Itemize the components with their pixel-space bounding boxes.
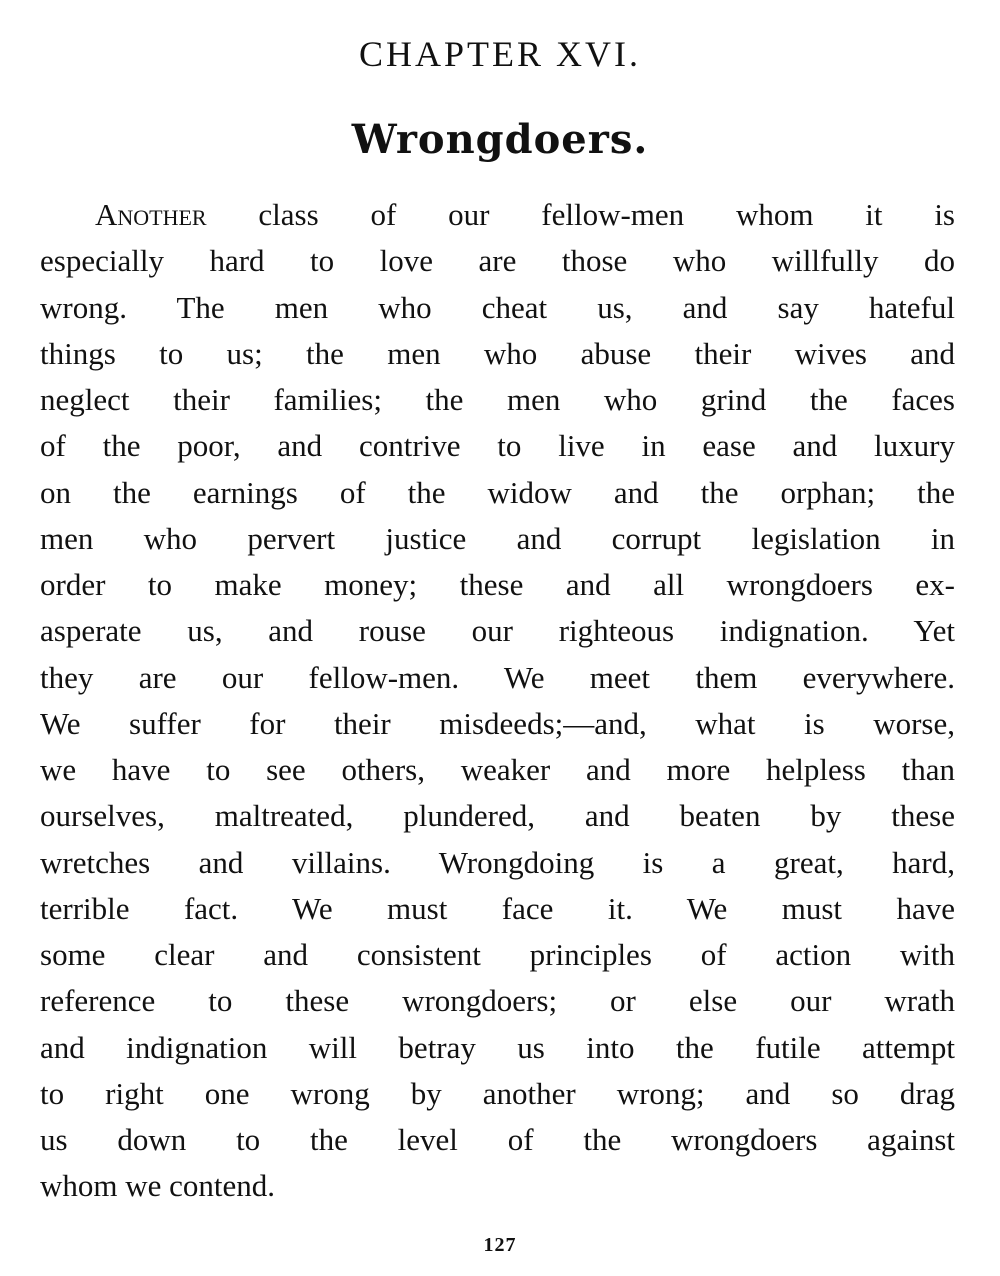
paragraph-line: they are our fellow-men. We meet them everywhere.: [40, 659, 955, 695]
paragraph-line: especially hard to love are those who willfully do: [40, 243, 955, 279]
page-number: 127: [483, 1234, 517, 1256]
paragraph-line: wrong. The men who cheat us, and say hateful: [40, 289, 955, 325]
paragraph-line: some clear and consistent principles of action with: [40, 937, 955, 972]
first-line-text: class of our fellow-men whom it is: [206, 197, 955, 232]
paragraph-line-last: whom we contend.: [40, 1168, 276, 1204]
paragraph-line: terrible fact. We must face it. We must have: [40, 890, 955, 926]
paragraph-line: men who pervert justice and corrupt legislation in: [40, 520, 955, 556]
paragraph-line: wretches and villains. Wrongdoing is a great, hard,: [40, 844, 955, 880]
paragraph-line: We suffer for their misdeeds;—and, what is worse,: [40, 705, 955, 741]
paragraph-line: order to make money; these and all wrongdoers ex-: [40, 567, 955, 602]
paragraph-line: things to us; the men who abuse their wives and: [40, 335, 955, 371]
paragraph-line: ourselves, maltreated, plundered, and beaten by these: [40, 798, 955, 834]
paragraph-line: to right one wrong by another wrong; and so drag: [40, 1075, 955, 1111]
paragraph-line: us down to the level of the wrongdoers against: [40, 1122, 955, 1157]
paragraph-line: reference to these wrongdoers; or else our wrath: [40, 983, 955, 1019]
paragraph-line: we have to see others, weaker and more helpless than: [40, 752, 955, 787]
chapter-title: Wrongdoers.: [351, 116, 649, 163]
drop-word: Another: [95, 197, 207, 232]
paragraph-line: asperate us, and rouse our righteous indignation. Yet: [40, 613, 955, 649]
paragraph-line: and indignation will betray us into the futile attempt: [40, 1029, 955, 1065]
paragraph-line: of the poor, and contrive to live in ease and luxury: [40, 428, 955, 464]
paragraph-line: neglect their families; the men who grind the faces: [40, 382, 955, 417]
paragraph-line: on the earnings of the widow and the orphan; the: [40, 474, 955, 510]
paragraph-line-1: [40, 192, 955, 238]
chapter-heading: CHAPTER XVI.: [358, 34, 641, 74]
body-paragraph: [40, 192, 955, 1210]
